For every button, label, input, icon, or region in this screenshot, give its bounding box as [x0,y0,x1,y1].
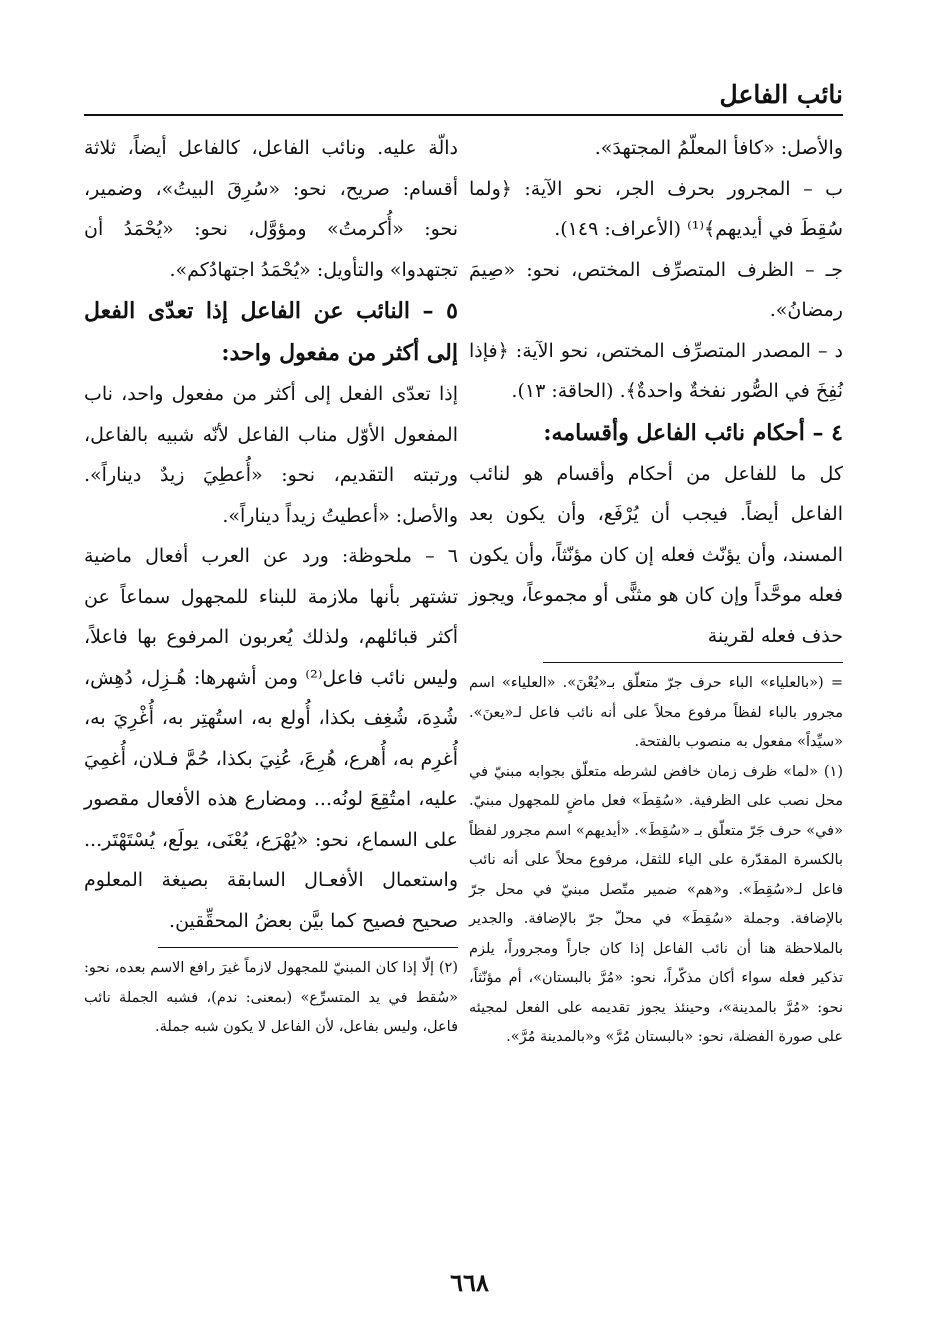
footnote-rule [543,662,843,663]
section-heading-5: ٥ – النائب عن الفاعل إذا تعدّى الفعل إلى أكثر من مفعول واحد: [84,298,458,366]
paragraph-majrur: ب – المجرور بحرف الجر، نحو الآية: ﴿ولما سُقِطَ في أيديهم﴾⁽¹⁾ (الأعراف: ١٤٩). [469,177,843,240]
header-rule [84,114,843,116]
paragraph-multiple-objects: إذا تعدّى الفعل إلى أكثر من مفعول واحد، ناب المفعول الأوّل مناب الفاعل لأنّه شبيه بالفاعل، ورتبته التقديم، نحو: «أُعطِيَ زيدٌ ديناراً». والأصل: «أعطيتُ زيداً ديناراً». [84,383,458,527]
paragraph-categories: دالّة عليه. ونائب الفاعل، كالفاعل أيضاً، ثلاثة أقسام: صريح، نحو: «سُرِقَ البيتُ»، وضمير، نحو: «أُكرمتُ» ومؤوَّل، نحو: «يُحْمَدُ أن تجتهدوا» والتأويل: «يُحْمَدُ اجتهادُكم». [84,137,458,281]
paragraph-note-6: ٦ – ملحوظة: ورد عن العرب أفعال ماضية تشتهر بأنها ملازمة للبناء للمجهول سماعاً عن أكثر قبائلهم، ولذلك يُعربون المرفوع بها فاعلاً، وليس نائب فاعل⁽²⁾ ومن أشهرها: هُـزِل، دُهِش، شُدِهَ، شُغِف بكذا، أُولع به، استُهتِر به، أُغْرِيَ به، أُغرِم به، أُهرع، هُرِعَ، عُنِيَ بكذا، حُمَّ فـلان، أُغمِيَ عليه، امتُقِعَ لونُه... ومضارع هذه الأفعال مقصور على السماع، نحو: «يُهْرَع، يُعْنَى، يولَع، يُسْتَهْتَر... واستعمال الأفعـال السابقة بصيغة المعلوم صحيح فصيح كما بيَّن بعضُ المحقِّقين. [84,545,458,932]
footnote-continued: = («بالعلياء» الباء حرف جرّ متعلّق بـ«يُعْنَ». «العلياء» اسم مجرور بالباء لفظاً مرفوع محلاً على أنه نائب فاعل لـ«يعنَ». «سيِّداً» مفعول به منصوب بالفتحة. [469,675,843,750]
footnote-2: (٢) إلّا إذا كان المبنيّ للمجهول لازماً غيرَ رافع الاسم بعده، نحو: «سُقط في يد المتسرِّع» (بمعنى: ندم)، فشبه الجملة نائب فاعل، وليس بفاعل، لأن الفاعل لا يكون شبه جملة. [84,960,458,1035]
running-head-title: نائب الفاعل [719,80,843,109]
paragraph-masdar: د – المصدر المتصرِّف المختص، نحو الآية: ﴿فإذا نُفِخَ في الصُّور نفخةٌ واحدةٌ﴾. (الحاقة: ١٣). [469,339,843,402]
footnotes-right [469,669,843,1053]
section-heading-4: ٤ – أحكام نائب الفاعل وأقسامه: [543,419,843,446]
paragraph-zarf: جـ – الظرف المتصرِّف المختص، نحو: «صِيمَ رمضانُ». [469,258,843,321]
paragraph-original: والأصل: «كافأ المعلّمُ المجتهدَ». [594,137,843,159]
footnote-1: (١) «لما» ظرف زمان خافض لشرطه متعلّق بجوابه مبنيّ في محل نصب على الظرفية. «سُقِطَ» فعل ماضٍ للمجهول مبنيّ. «في» حرف جَرّ متعلّق بـ «سُقِطَ». «أيديهم» اسم مجرور لفظاً بالكسرة المقدّرة على الياء للثقل، مرفوع محلاً على أنه نائب فاعل لـ«سُقِطَ». و«هم» ضمير متّصل مبنيّ في محل جرّ بالإضافة. وجملة «سُقِطَ» في محلّ جرّ بالإضافة. والجدير بالملاحظة هنا أن نائب الفاعل إذا كان جاراً ومجروراً، يلزم تذكير فعله سواء أكان مذكّراً، نحو: «مُرَّ بالبستان»، أم مؤنّثاً، نحو: «مُرَّ بالمدينة»، وحينئذ يجوز تقديمه على الفعل لمجيئه على صورة الفضلة، نحو: «بالبستان مُرَّ» و«بالمدينة مُرَّ». [469,763,843,1045]
page-number: ٦٦٨ [450,1268,489,1297]
left-column [84,128,458,1043]
footnote-rule [158,947,458,948]
paragraph-rules: كل ما للفاعل من أحكام وأقسام هو لنائب الفاعل أيضاً. فيجب أن يُرْفَع، وأن يكون بعد المسند، وأن يؤنّث فعله إن كان مؤنّثاً، وأن يكون فعله موحَّداً وإن كان هو مثنًّى أو مجموعاً، ويجوز حذف فعله لقرينة [469,462,843,647]
right-column [469,128,843,1053]
